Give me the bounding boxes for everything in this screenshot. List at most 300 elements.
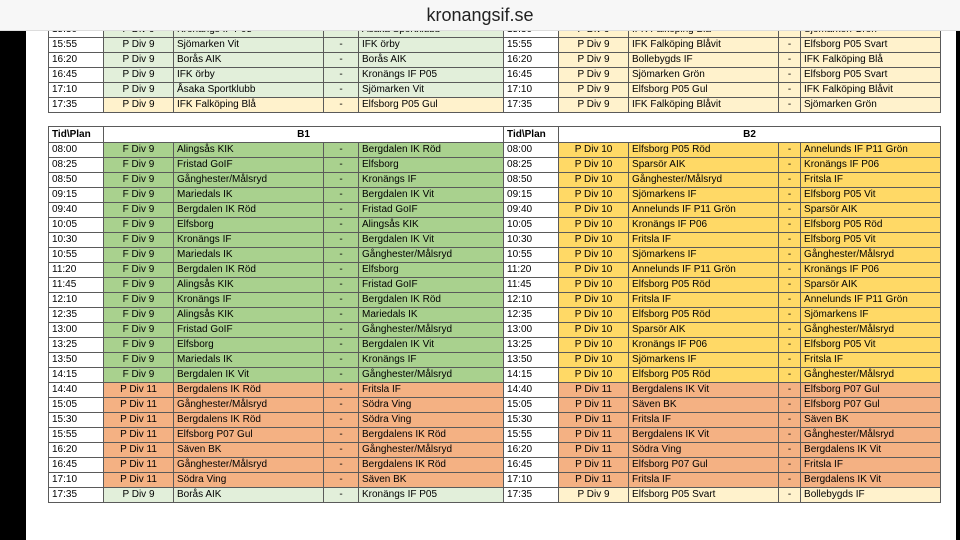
time-cell: 13:50 <box>504 353 559 368</box>
home-team-cell: Alingsås KIK <box>174 308 324 323</box>
separator-cell: - <box>779 428 801 443</box>
time-cell: 16:45 <box>504 68 559 83</box>
time-cell: 17:35 <box>49 98 104 113</box>
separator-cell: - <box>324 398 359 413</box>
division-cell: P Div 9 <box>559 488 629 503</box>
division-cell: P Div 11 <box>104 428 174 443</box>
away-team-cell: Kronängs IF P06 <box>801 158 941 173</box>
home-team-cell: Elfsborg <box>174 338 324 353</box>
home-team-cell: Elfsborg P05 Röd <box>629 368 779 383</box>
separator-cell: - <box>779 278 801 293</box>
division-cell: P Div 11 <box>559 473 629 488</box>
away-team-cell: IFK Falköping Blåvit <box>801 83 941 98</box>
home-team-cell: Mariedals IK <box>174 188 324 203</box>
home-team-cell: Säven BK <box>174 443 324 458</box>
table-row <box>49 383 941 398</box>
separator-cell: - <box>779 353 801 368</box>
home-team-cell: Mariedals IK <box>174 248 324 263</box>
time-cell: 08:25 <box>49 158 104 173</box>
home-team-cell: Borås AIK <box>174 488 324 503</box>
home-team-cell: Fristad GoIF <box>174 158 324 173</box>
home-team-cell: Gånghester/Målsryd <box>174 398 324 413</box>
time-cell: 14:15 <box>49 368 104 383</box>
away-team-cell: Gånghester/Målsryd <box>359 443 504 458</box>
separator-cell: - <box>779 338 801 353</box>
table-row <box>49 398 941 413</box>
time-cell: 11:20 <box>49 263 104 278</box>
division-cell: P Div 11 <box>104 443 174 458</box>
away-team-cell: Säven BK <box>359 473 504 488</box>
home-team-cell: Elfsborg P05 Gul <box>629 83 779 98</box>
home-team-cell: Gånghester/Målsryd <box>629 173 779 188</box>
away-team-cell: Sjömarken Grön <box>801 98 941 113</box>
table-row <box>49 443 941 458</box>
away-team-cell: Elfsborg P07 Gul <box>801 383 941 398</box>
away-team-cell: Kronängs IF P05 <box>359 68 504 83</box>
time-cell: 11:45 <box>504 278 559 293</box>
home-team-cell: Bergdalen IK Röd <box>174 203 324 218</box>
time-cell: 15:05 <box>504 398 559 413</box>
table-row <box>49 413 941 428</box>
separator-cell: - <box>324 38 359 53</box>
away-team-cell: Mariedals IK <box>359 308 504 323</box>
header-plan-b2: B2 <box>559 127 941 143</box>
time-cell: 08:25 <box>504 158 559 173</box>
away-team-cell: Gånghester/Målsryd <box>801 428 941 443</box>
away-team-cell: Södra Ving <box>359 398 504 413</box>
separator-cell: - <box>324 353 359 368</box>
table-row <box>49 98 941 113</box>
home-team-cell: Fritsla IF <box>629 293 779 308</box>
separator-cell: - <box>779 383 801 398</box>
away-team-cell: Fritsla IF <box>801 458 941 473</box>
away-team-cell: Fritsla IF <box>801 173 941 188</box>
time-cell: 10:05 <box>49 218 104 233</box>
away-team-cell: Borås AIK <box>359 53 504 68</box>
division-cell: F Div 9 <box>104 233 174 248</box>
home-team-cell: Södra Ving <box>174 473 324 488</box>
division-cell: P Div 10 <box>559 218 629 233</box>
away-team-cell: Sparsör AIK <box>801 278 941 293</box>
separator-cell: - <box>324 428 359 443</box>
spreadsheet-page <box>26 0 956 540</box>
separator-cell: - <box>324 203 359 218</box>
separator-cell: - <box>324 368 359 383</box>
time-cell: 10:55 <box>49 248 104 263</box>
home-team-cell: IFK örby <box>174 68 324 83</box>
table-row <box>49 308 941 323</box>
table-row <box>49 38 941 53</box>
time-cell: 13:25 <box>504 338 559 353</box>
time-cell: 16:45 <box>49 458 104 473</box>
separator-cell: - <box>779 488 801 503</box>
away-team-cell: Fritsla IF <box>359 383 504 398</box>
division-cell: P Div 10 <box>559 188 629 203</box>
time-cell: 13:50 <box>49 353 104 368</box>
away-team-cell: IFK örby <box>359 38 504 53</box>
separator-cell: - <box>779 218 801 233</box>
home-team-cell: Bergdalen IK Röd <box>174 263 324 278</box>
away-team-cell: Gånghester/Målsryd <box>801 368 941 383</box>
table-header-row <box>49 127 941 143</box>
away-team-cell: Elfsborg P07 Gul <box>801 398 941 413</box>
division-cell: P Div 11 <box>559 413 629 428</box>
separator-cell: - <box>779 188 801 203</box>
division-cell: F Div 9 <box>104 263 174 278</box>
away-team-cell: IFK Falköping Blå <box>801 53 941 68</box>
time-cell: 16:20 <box>49 53 104 68</box>
separator-cell: - <box>324 218 359 233</box>
away-team-cell: Elfsborg P05 Svart <box>801 68 941 83</box>
away-team-cell: Bergdalen IK Röd <box>359 143 504 158</box>
away-team-cell: Kronängs IF <box>359 353 504 368</box>
division-cell: F Div 9 <box>104 248 174 263</box>
away-team-cell: Kronängs IF P06 <box>801 263 941 278</box>
away-team-cell: Bergdalen IK Vit <box>359 338 504 353</box>
home-team-cell: Gånghester/Målsryd <box>174 458 324 473</box>
away-team-cell: Säven BK <box>801 413 941 428</box>
time-cell: 15:55 <box>49 38 104 53</box>
separator-cell: - <box>324 173 359 188</box>
away-team-cell: Kronängs IF P05 <box>359 488 504 503</box>
home-team-cell: Elfsborg P05 Röd <box>629 278 779 293</box>
time-cell: 17:10 <box>49 473 104 488</box>
time-cell: 11:20 <box>504 263 559 278</box>
time-cell: 15:55 <box>504 428 559 443</box>
separator-cell: - <box>324 188 359 203</box>
away-team-cell: Bergdalen IK Vit <box>359 233 504 248</box>
division-cell: P Div 10 <box>559 263 629 278</box>
time-cell: 08:50 <box>49 173 104 188</box>
home-team-cell: Fristad GoIF <box>174 323 324 338</box>
time-cell: 15:30 <box>49 413 104 428</box>
away-team-cell: Gånghester/Målsryd <box>801 323 941 338</box>
home-team-cell: Sparsör AIK <box>629 323 779 338</box>
time-cell: 13:00 <box>504 323 559 338</box>
time-cell: 15:55 <box>49 428 104 443</box>
division-cell: P Div 9 <box>104 68 174 83</box>
separator-cell: - <box>779 158 801 173</box>
table-row <box>49 68 941 83</box>
home-team-cell: Borås AIK <box>174 53 324 68</box>
division-cell: P Div 9 <box>559 68 629 83</box>
division-cell: P Div 11 <box>559 443 629 458</box>
separator-cell: - <box>324 98 359 113</box>
time-cell: 13:00 <box>49 323 104 338</box>
home-team-cell: Gånghester/Målsryd <box>174 173 324 188</box>
schedule-table-main <box>48 126 941 503</box>
home-team-cell: Åsaka Sportklubb <box>174 83 324 98</box>
division-cell: P Div 10 <box>559 143 629 158</box>
separator-cell: - <box>779 368 801 383</box>
time-cell: 15:30 <box>504 413 559 428</box>
time-cell: 12:10 <box>504 293 559 308</box>
division-cell: P Div 11 <box>104 383 174 398</box>
browser-url-bar[interactable] <box>0 0 960 31</box>
away-team-cell: Fristad GoIF <box>359 278 504 293</box>
table-row <box>49 53 941 68</box>
division-cell: F Div 9 <box>104 278 174 293</box>
time-cell: 17:10 <box>49 83 104 98</box>
time-cell: 08:50 <box>504 173 559 188</box>
division-cell: F Div 9 <box>104 323 174 338</box>
division-cell: F Div 9 <box>104 368 174 383</box>
header-plan-b1: B1 <box>104 127 504 143</box>
home-team-cell: Elfsborg P05 Svart <box>629 488 779 503</box>
division-cell: P Div 11 <box>104 398 174 413</box>
separator-cell: - <box>779 248 801 263</box>
time-cell: 17:10 <box>504 473 559 488</box>
away-team-cell: Fritsla IF <box>801 353 941 368</box>
time-cell: 15:55 <box>504 38 559 53</box>
header-time-1: Tid\Plan <box>49 127 104 143</box>
division-cell: P Div 10 <box>559 233 629 248</box>
home-team-cell: Sparsör AIK <box>629 158 779 173</box>
division-cell: F Div 9 <box>104 353 174 368</box>
table-row <box>49 218 941 233</box>
division-cell: P Div 10 <box>559 158 629 173</box>
header-time-2: Tid\Plan <box>504 127 559 143</box>
division-cell: P Div 9 <box>104 488 174 503</box>
time-cell: 11:45 <box>49 278 104 293</box>
away-team-cell: Sparsör AIK <box>801 203 941 218</box>
away-team-cell: Gånghester/Målsryd <box>359 368 504 383</box>
table-row <box>49 173 941 188</box>
home-team-cell: Säven BK <box>629 398 779 413</box>
division-cell: P Div 9 <box>559 38 629 53</box>
separator-cell: - <box>779 293 801 308</box>
table-row <box>49 263 941 278</box>
time-cell: 09:15 <box>49 188 104 203</box>
division-cell: P Div 9 <box>104 38 174 53</box>
away-team-cell: Elfsborg <box>359 263 504 278</box>
division-cell: P Div 10 <box>559 338 629 353</box>
division-cell: P Div 9 <box>104 53 174 68</box>
division-cell: P Div 10 <box>559 248 629 263</box>
separator-cell: - <box>779 263 801 278</box>
home-team-cell: Sjömarken Grön <box>629 68 779 83</box>
time-cell: 17:35 <box>504 98 559 113</box>
away-team-cell: Bollebygds IF <box>801 488 941 503</box>
table-row <box>49 233 941 248</box>
time-cell: 16:45 <box>504 458 559 473</box>
away-team-cell: Elfsborg P05 Röd <box>801 218 941 233</box>
division-cell: P Div 11 <box>104 413 174 428</box>
table-row <box>49 143 941 158</box>
division-cell: F Div 9 <box>104 188 174 203</box>
separator-cell: - <box>324 83 359 98</box>
separator-cell: - <box>324 488 359 503</box>
division-cell: P Div 10 <box>559 173 629 188</box>
table-row <box>49 458 941 473</box>
away-team-cell: Bergdalens IK Vit <box>801 473 941 488</box>
table-row <box>49 428 941 443</box>
away-team-cell: Bergdalens IK Röd <box>359 428 504 443</box>
site-url: kronangsif.se <box>426 5 534 25</box>
time-cell: 10:55 <box>504 248 559 263</box>
away-team-cell: Alingsås KIK <box>359 218 504 233</box>
table-row <box>49 248 941 263</box>
separator-cell: - <box>324 233 359 248</box>
time-cell: 10:05 <box>504 218 559 233</box>
home-team-cell: Sjömarkens IF <box>629 248 779 263</box>
table-row <box>49 188 941 203</box>
time-cell: 09:40 <box>49 203 104 218</box>
division-cell: P Div 10 <box>559 308 629 323</box>
separator-cell: - <box>779 323 801 338</box>
division-cell: F Div 9 <box>104 143 174 158</box>
division-cell: F Div 9 <box>104 293 174 308</box>
separator-cell: - <box>779 203 801 218</box>
home-team-cell: Bergdalens IK Röd <box>174 383 324 398</box>
home-team-cell: Kronängs IF P06 <box>629 218 779 233</box>
division-cell: P Div 11 <box>559 458 629 473</box>
separator-cell: - <box>324 458 359 473</box>
home-team-cell: Bergdalens IK Vit <box>629 383 779 398</box>
division-cell: P Div 11 <box>559 383 629 398</box>
table-row <box>49 338 941 353</box>
division-cell: P Div 11 <box>104 473 174 488</box>
home-team-cell: Kronängs IF P06 <box>629 338 779 353</box>
table-row <box>49 488 941 503</box>
separator-cell: - <box>779 173 801 188</box>
separator-cell: - <box>779 143 801 158</box>
separator-cell: - <box>779 83 801 98</box>
home-team-cell: Fritsla IF <box>629 413 779 428</box>
time-cell: 14:40 <box>49 383 104 398</box>
division-cell: P Div 10 <box>559 353 629 368</box>
time-cell: 14:40 <box>504 383 559 398</box>
schedule-table-top <box>48 22 941 113</box>
time-cell: 14:15 <box>504 368 559 383</box>
separator-cell: - <box>324 308 359 323</box>
home-team-cell: Elfsborg P05 Röd <box>629 308 779 323</box>
table-row <box>49 158 941 173</box>
separator-cell: - <box>324 443 359 458</box>
table-row <box>49 278 941 293</box>
separator-cell: - <box>324 263 359 278</box>
table-row <box>49 473 941 488</box>
separator-cell: - <box>324 413 359 428</box>
division-cell: P Div 10 <box>559 293 629 308</box>
division-cell: P Div 10 <box>559 368 629 383</box>
separator-cell: - <box>324 158 359 173</box>
home-team-cell: IFK Falköping Blåvit <box>629 98 779 113</box>
home-team-cell: Kronängs IF <box>174 233 324 248</box>
away-team-cell: Gånghester/Målsryd <box>359 248 504 263</box>
time-cell: 15:05 <box>49 398 104 413</box>
division-cell: F Div 9 <box>104 173 174 188</box>
separator-cell: - <box>324 323 359 338</box>
time-cell: 17:35 <box>504 488 559 503</box>
separator-cell: - <box>779 398 801 413</box>
separator-cell: - <box>779 473 801 488</box>
time-cell: 16:20 <box>504 53 559 68</box>
division-cell: F Div 9 <box>104 308 174 323</box>
separator-cell: - <box>324 473 359 488</box>
table-row <box>49 353 941 368</box>
home-team-cell: Elfsborg P07 Gul <box>174 428 324 443</box>
away-team-cell: Gånghester/Målsryd <box>801 248 941 263</box>
separator-cell: - <box>324 248 359 263</box>
away-team-cell: Bergdalens IK Röd <box>359 458 504 473</box>
home-team-cell: Södra Ving <box>629 443 779 458</box>
division-cell: P Div 10 <box>559 278 629 293</box>
home-team-cell: Bergdalen IK Vit <box>174 368 324 383</box>
time-cell: 13:25 <box>49 338 104 353</box>
home-team-cell: IFK Falköping Blå <box>174 98 324 113</box>
separator-cell: - <box>779 413 801 428</box>
home-team-cell: Sjömarken Vit <box>174 38 324 53</box>
home-team-cell: Annelunds IF P11 Grön <box>629 263 779 278</box>
home-team-cell: Bollebygds IF <box>629 53 779 68</box>
away-team-cell: Bergdalen IK Röd <box>359 293 504 308</box>
home-team-cell: Sjömarkens IF <box>629 188 779 203</box>
separator-cell: - <box>324 383 359 398</box>
home-team-cell: IFK Falköping Blåvit <box>629 38 779 53</box>
division-cell: P Div 9 <box>559 53 629 68</box>
time-cell: 10:30 <box>49 233 104 248</box>
away-team-cell: Gånghester/Målsryd <box>359 323 504 338</box>
away-team-cell: Södra Ving <box>359 413 504 428</box>
time-cell: 12:35 <box>504 308 559 323</box>
time-cell: 08:00 <box>49 143 104 158</box>
home-team-cell: Annelunds IF P11 Grön <box>629 203 779 218</box>
time-cell: 16:20 <box>49 443 104 458</box>
separator-cell: - <box>779 38 801 53</box>
division-cell: F Div 9 <box>104 203 174 218</box>
away-team-cell: Annelunds IF P11 Grön <box>801 293 941 308</box>
away-team-cell: Elfsborg <box>359 158 504 173</box>
home-team-cell: Alingsås KIK <box>174 143 324 158</box>
separator-cell: - <box>324 278 359 293</box>
separator-cell: - <box>779 53 801 68</box>
home-team-cell: Elfsborg P05 Röd <box>629 143 779 158</box>
separator-cell: - <box>779 233 801 248</box>
time-cell: 10:30 <box>504 233 559 248</box>
time-cell: 16:45 <box>49 68 104 83</box>
table-row <box>49 83 941 98</box>
separator-cell: - <box>324 143 359 158</box>
separator-cell: - <box>324 293 359 308</box>
division-cell: F Div 9 <box>104 338 174 353</box>
home-team-cell: Mariedals IK <box>174 353 324 368</box>
separator-cell: - <box>324 53 359 68</box>
time-cell: 12:35 <box>49 308 104 323</box>
away-team-cell: Elfsborg P05 Vit <box>801 233 941 248</box>
separator-cell: - <box>324 338 359 353</box>
division-cell: P Div 9 <box>559 83 629 98</box>
division-cell: P Div 10 <box>559 203 629 218</box>
division-cell: P Div 9 <box>104 98 174 113</box>
time-cell: 09:15 <box>504 188 559 203</box>
division-cell: P Div 11 <box>104 458 174 473</box>
separator-cell: - <box>324 68 359 83</box>
division-cell: F Div 9 <box>104 218 174 233</box>
away-team-cell: Elfsborg P05 Vit <box>801 338 941 353</box>
table-row <box>49 368 941 383</box>
table-row <box>49 203 941 218</box>
home-team-cell: Bergdalens IK Vit <box>629 428 779 443</box>
separator-cell: - <box>779 458 801 473</box>
away-team-cell: Annelunds IF P11 Grön <box>801 143 941 158</box>
home-team-cell: Alingsås KIK <box>174 278 324 293</box>
division-cell: F Div 9 <box>104 158 174 173</box>
home-team-cell: Fritsla IF <box>629 233 779 248</box>
time-cell: 12:10 <box>49 293 104 308</box>
division-cell: P Div 11 <box>559 398 629 413</box>
time-cell: 16:20 <box>504 443 559 458</box>
